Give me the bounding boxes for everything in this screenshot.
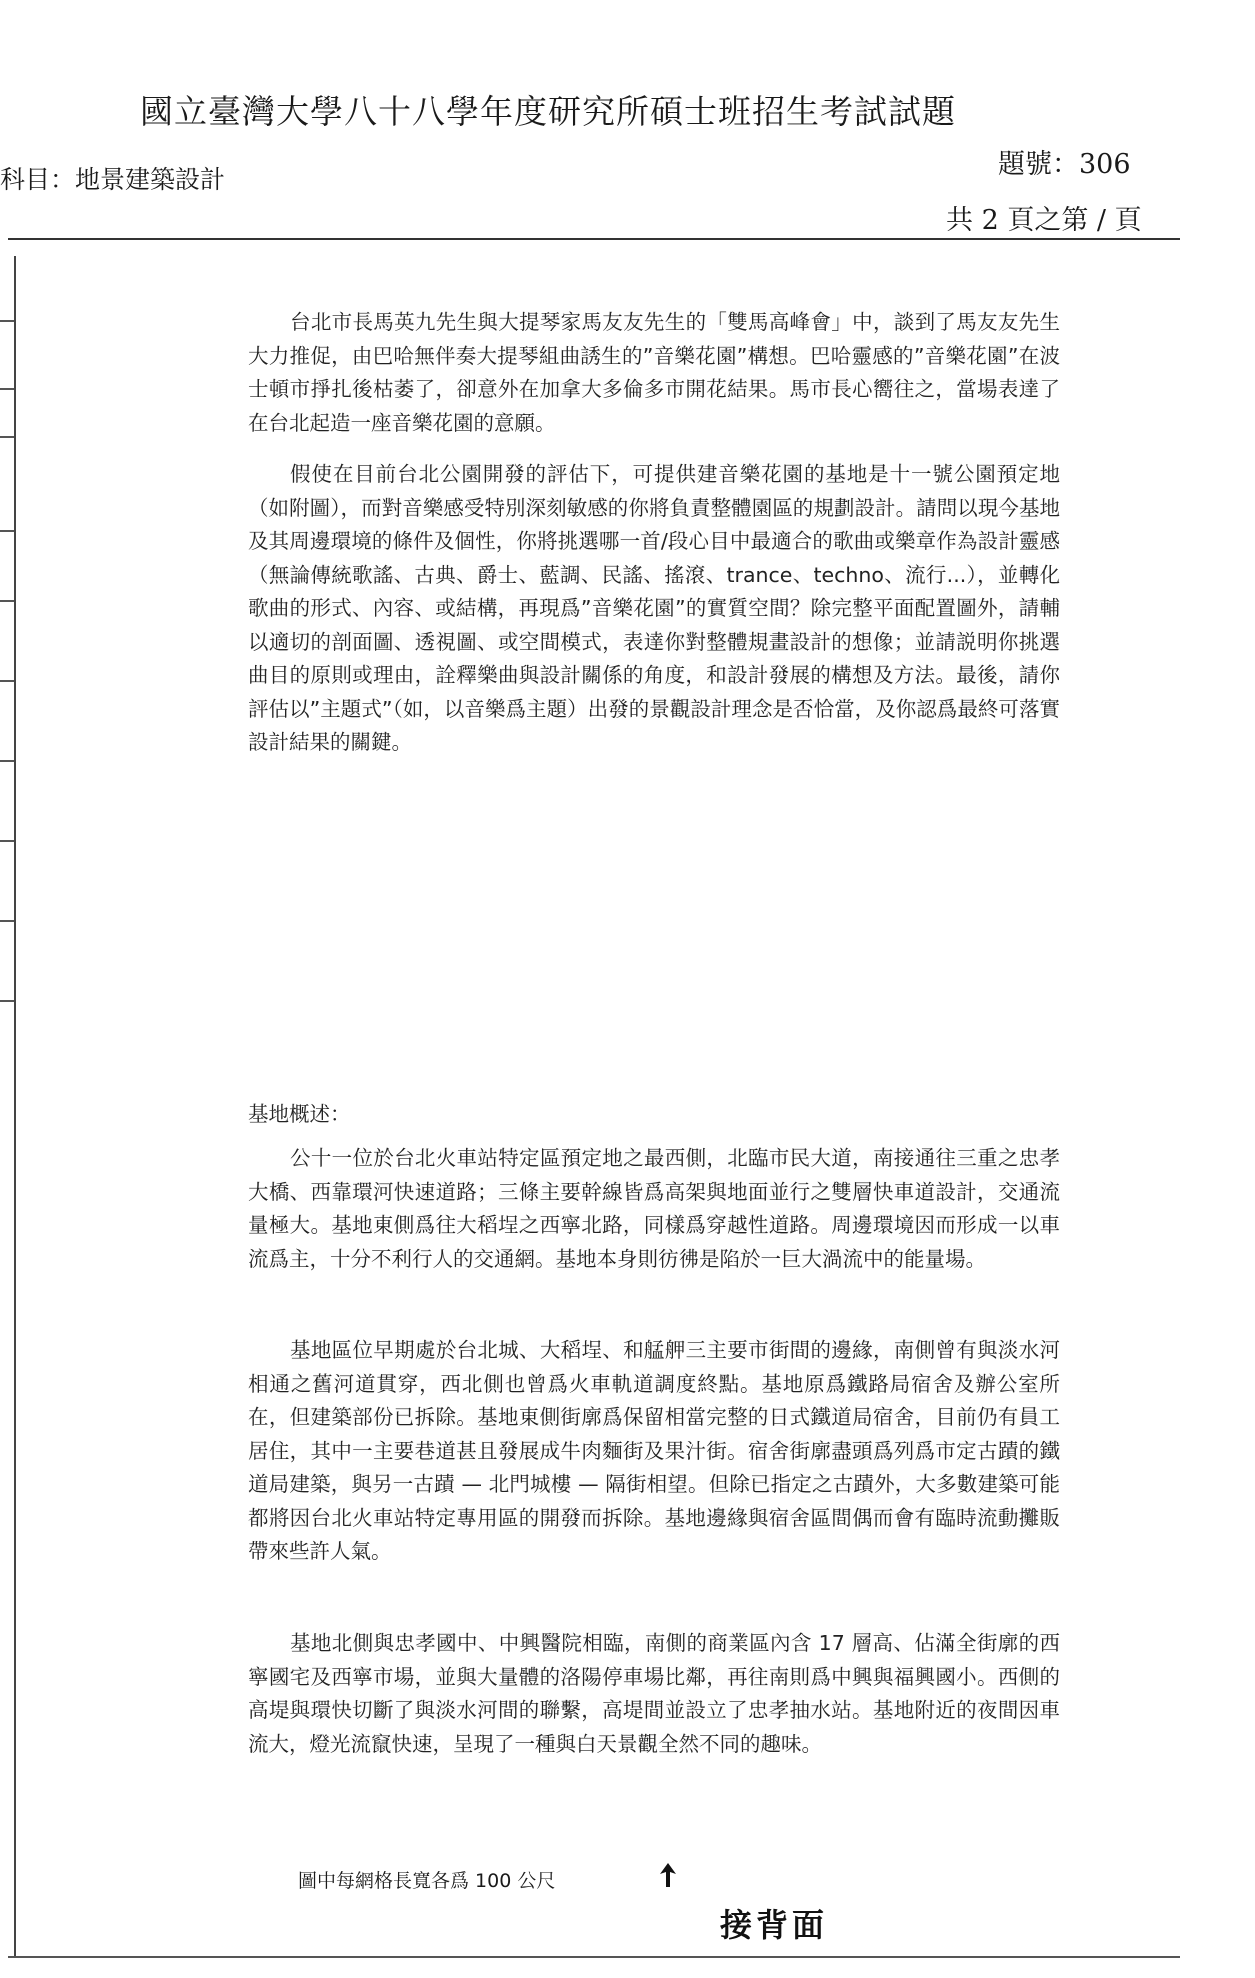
question-paragraph-1: [248, 306, 1060, 440]
grid-scale-note: 圖中每網格長寬各爲 100 公尺: [298, 1870, 556, 1892]
margin-tick: [0, 600, 14, 602]
bottom-rule: [8, 1956, 1180, 1958]
exam-title: 國立臺灣大學八十八學年度研究所碩士班招生考試試題: [140, 92, 956, 131]
paragraph-text: 台北市長馬英九先生與大提琴家馬友友先生的「雙馬高峰會」中，談到了馬友友先生大力推促，由巴哈無伴奏大提琴組曲誘生的”音樂花園”構想。巴哈靈感的”音樂花園”在波士頓市掙扎後枯萎了，卻意外在加拿大多倫多市開花結果。馬市長心嚮往之，當場表達了在台北起造一座音樂花園的意願。: [248, 310, 1060, 435]
margin-tick: [0, 760, 14, 762]
header-rule: [8, 238, 1180, 240]
subject-label: 科目：地景建築設計: [0, 165, 226, 194]
margin-tick: [0, 530, 14, 532]
paragraph-text: 假使在目前台北公園開發的評估下，可提供建音樂花園的基地是十一號公園預定地（如附圖），而對音樂感受特別深刻敏感的你將負責整體園區的規劃設計。請問以現今基地及其周邊環境的條件及個性，你將挑選哪一首/段心目中最適合的歌曲或樂章作為設計靈感（無論傳統歌謠、古典、爵士、藍調、民謠、搖滾、trance、techno、流行...），並轉化歌曲的形式、內容、或結構，再現爲”音樂花園”的實質空間？除完整平面配置圖外，請輔以適切的剖面圖、透視圖、或空間模式，表達你對整體規畫設計的想像；並請説明你挑選曲目的原則或理由，詮釋樂曲與設計關係的角度，和設計發展的構想及方法。最後，請你評估以”主題式”（如，以音樂爲主題）出發的景觀設計理念是否恰當，及你認爲最終可落實設計結果的關鍵。: [248, 462, 1060, 754]
page-info: 共 2 頁之第 / 頁: [946, 205, 1142, 236]
paragraph-text: 公十一位於台北火車站特定區預定地之最西側，北臨市民大道，南接通往三重之忠孝大橋、西靠環河快速道路；三條主要幹線皆爲高架與地面並行之雙層快車道設計，交通流量極大。基地東側爲往大稻埕之西寧北路，同樣爲穿越性道路。周邊環境因而形成一以車流爲主，十分不利行人的交通網。基地本身則彷彿是陷於一巨大渦流中的能量場。: [248, 1146, 1060, 1271]
arrow-up-icon: [656, 1862, 680, 1888]
paragraph-text: 基地區位早期處於台北城、大稻埕、和艋舺三主要市街間的邊緣，南側曾有與淡水河相通之舊河道貫穿，西北側也曾爲火車軌道調度終點。基地原爲鐵路局宿舍及辦公室所在，但建築部份已拆除。基地東側街廓爲保留相當完整的日式鐵道局宿舍，目前仍有員工居住，其中一主要巷道甚且發展成牛肉麵街及果汁街。宿舍街廓盡頭爲列爲市定古蹟的鐵道局建築，與另一古蹟 — 北門城樓 — 隔街相望。但除已指定之古蹟外，大多數建築可能都將因台北火車站特定專用區的開發而拆除。基地邊緣與宿舍區間偶而會有臨時流動攤販帶來些許人氣。: [248, 1338, 1060, 1563]
margin-tick: [0, 1000, 14, 1002]
site-heading: 基地概述：: [248, 1102, 351, 1126]
margin-tick: [0, 320, 14, 322]
margin-tick: [0, 388, 14, 390]
margin-tick: [0, 840, 14, 842]
margin-tick: [0, 920, 14, 922]
site-paragraph-1: [248, 1142, 1060, 1276]
site-paragraph-3: [248, 1627, 1060, 1761]
paragraph-text: 基地北側與忠孝國中、中興醫院相臨，南側的商業區內含 17 層高、佔滿全街廓的西寧國宅及西寧市場，並與大量體的洛陽停車場比鄰，再往南則爲中興與福興國小。西側的高堤與環快切斷了與淡水河間的聯繫，高堤間並設立了忠孝抽水站。基地附近的夜間因車流大，燈光流竄快速，呈現了一種與白天景觀全然不同的趣味。: [248, 1631, 1060, 1756]
continue-on-back-note: 接背面: [720, 1906, 829, 1944]
margin-tick: [0, 436, 14, 438]
margin-tick: [0, 680, 14, 682]
question-paragraph-2: [248, 458, 1060, 760]
left-margin-rule: [14, 256, 16, 1956]
question-number: 題號：306: [998, 149, 1131, 180]
site-paragraph-2: [248, 1334, 1060, 1569]
